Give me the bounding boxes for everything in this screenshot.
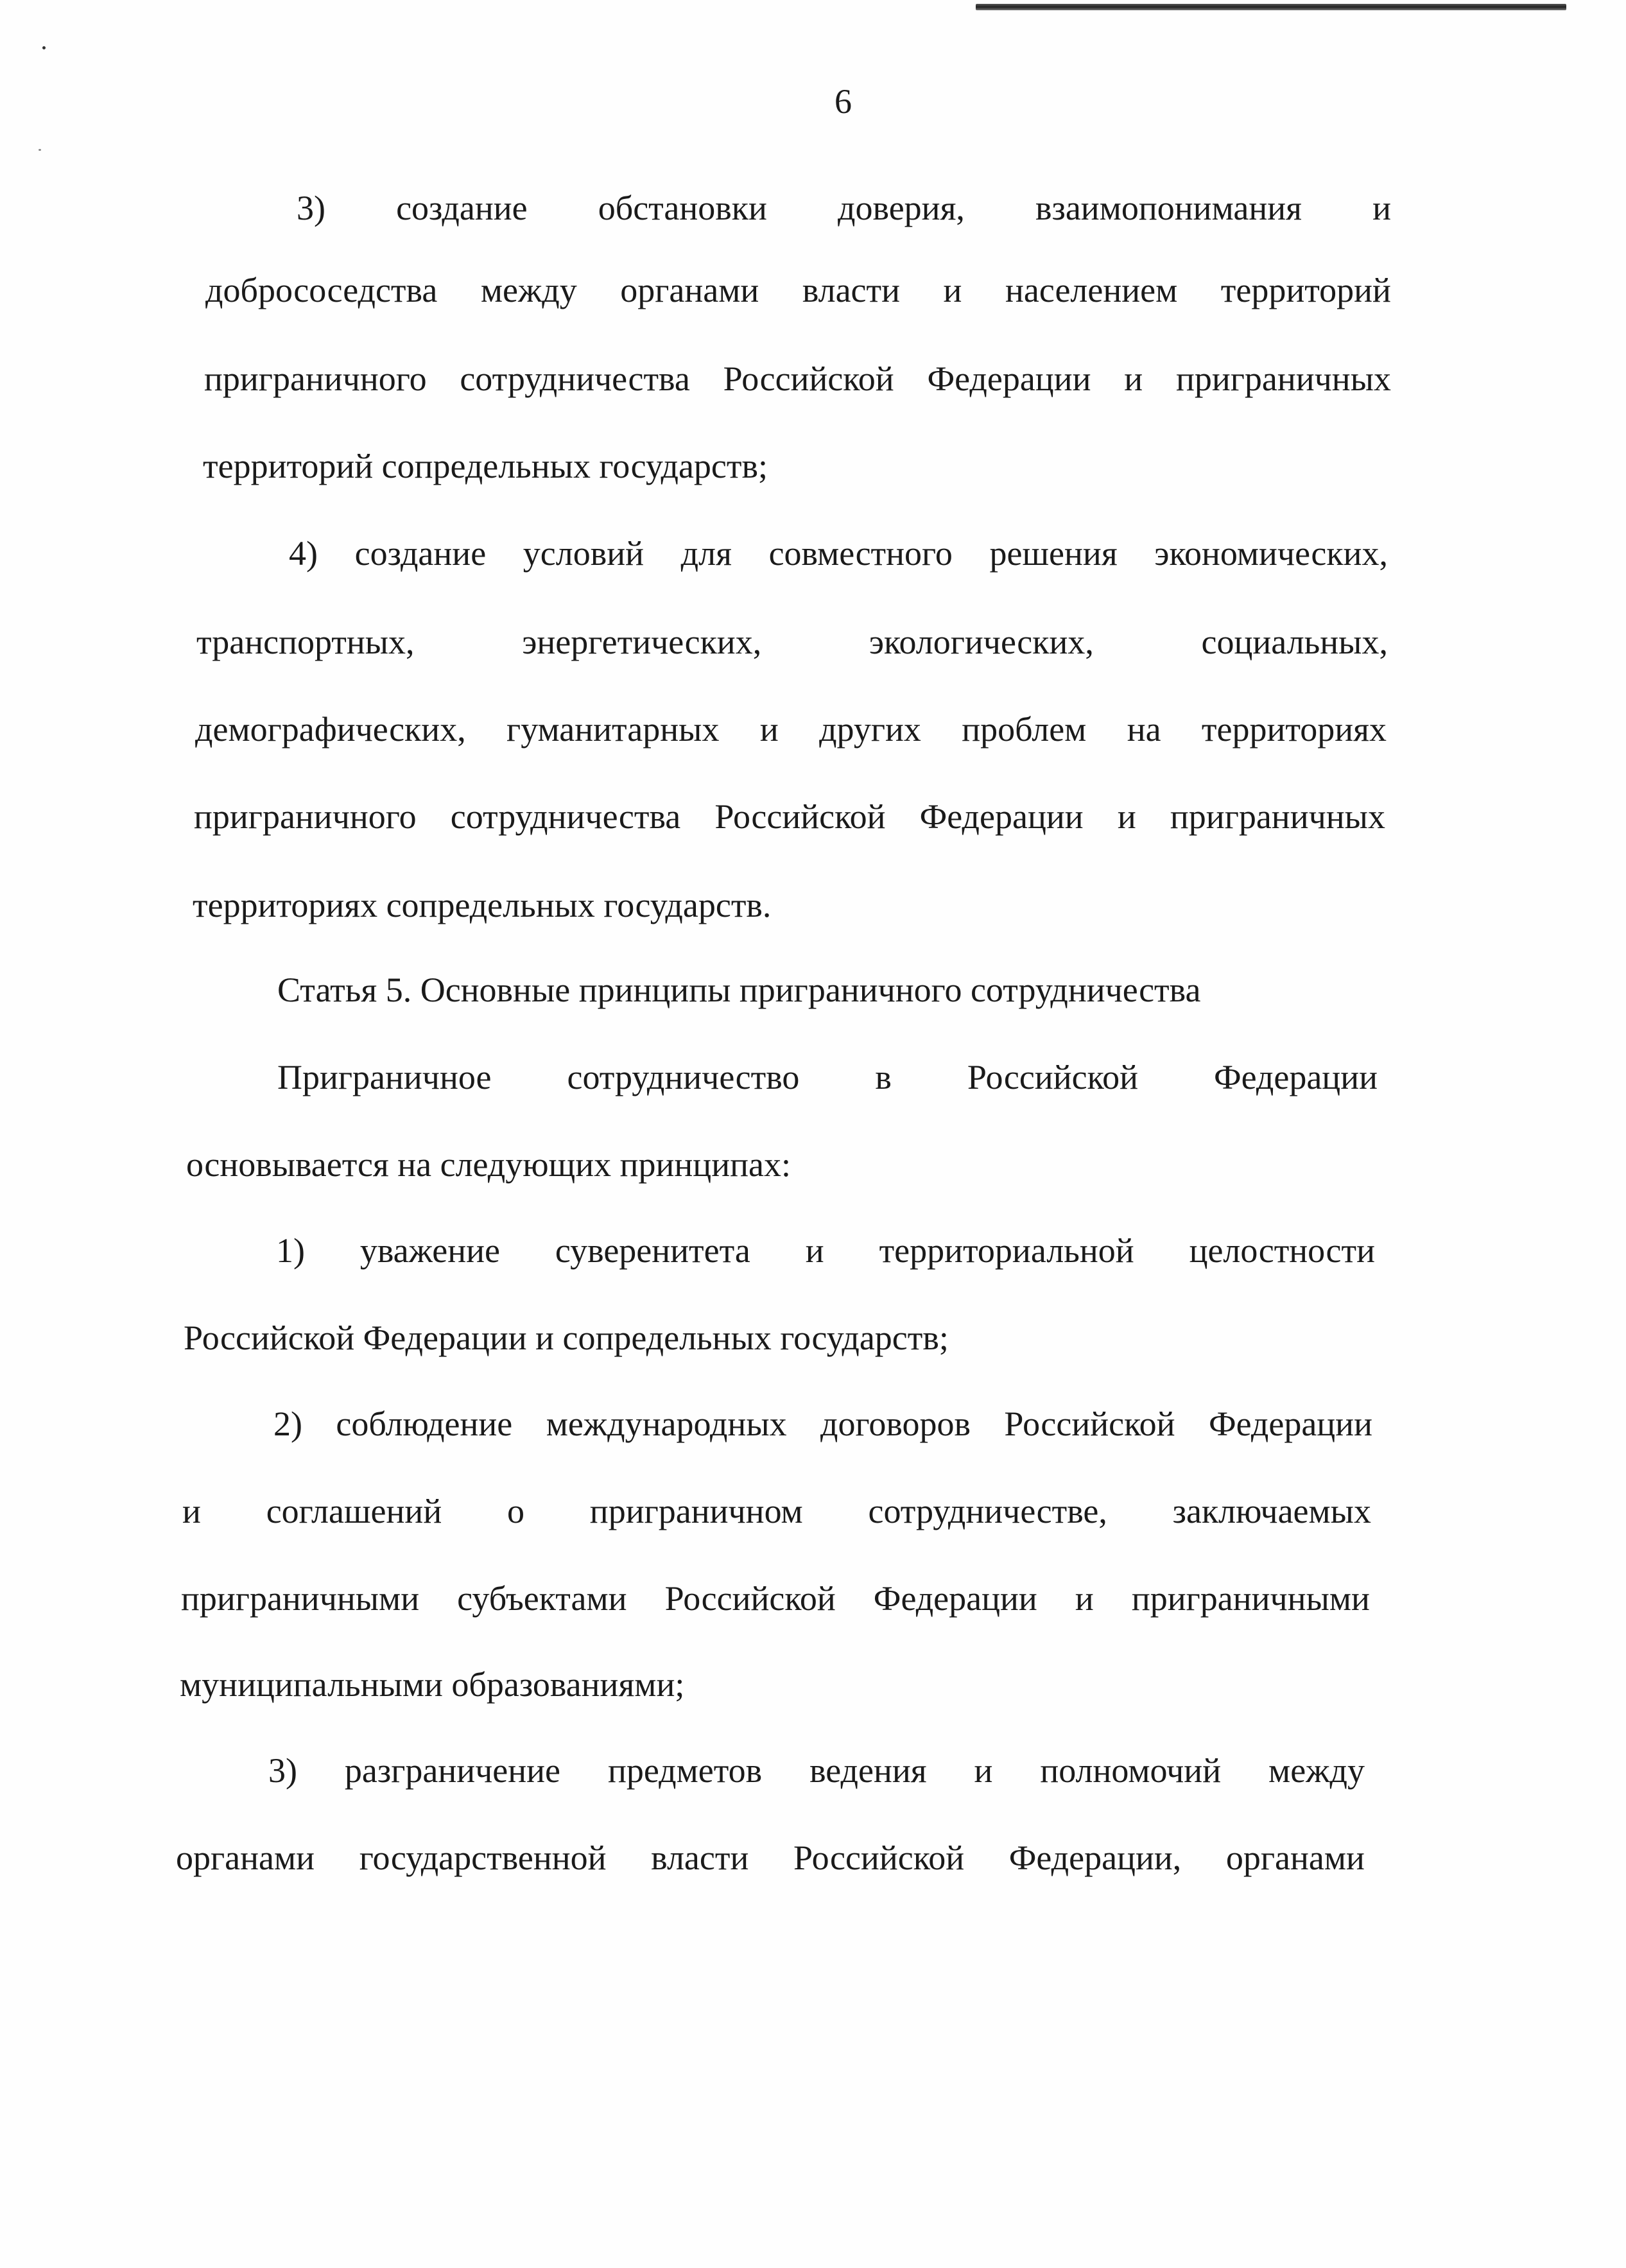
word: и [1075, 1579, 1094, 1618]
text-line [277, 1057, 1378, 1098]
word: Российской [723, 359, 894, 398]
word: территорий [1220, 271, 1391, 309]
word: 3) [297, 189, 325, 227]
word: и [759, 710, 779, 749]
word: социальных, [1201, 623, 1388, 661]
word: приграничном [589, 1492, 803, 1530]
word: приграничных [1170, 797, 1385, 836]
word: гуманитарных [506, 710, 720, 749]
page-number: 6 [835, 82, 852, 121]
word: государственной [359, 1839, 607, 1877]
word: других [819, 710, 921, 749]
word: органами [176, 1839, 315, 1877]
text-line [194, 796, 1385, 837]
word: приграничного [204, 359, 427, 398]
word: доверия, [838, 189, 965, 227]
word: и [1372, 189, 1391, 227]
article-heading: Статья 5. Основные принципы приграничного сотрудничества [277, 971, 1201, 1009]
word: создание [396, 189, 528, 227]
word: о [507, 1492, 525, 1530]
word: целостности [1189, 1231, 1375, 1270]
word: полномочий [1040, 1751, 1222, 1790]
text-line: Российской Федерации и сопредельных государств; [184, 1319, 949, 1357]
word: экологических, [869, 623, 1094, 661]
scan-artifact-dot [39, 149, 41, 151]
word: экономических, [1154, 534, 1388, 573]
text-line [289, 533, 1388, 574]
word: Федерации [1208, 1405, 1372, 1443]
text-line [196, 621, 1388, 662]
word: совместного [768, 534, 953, 573]
word: Российской [967, 1058, 1138, 1096]
word: приграничных [1175, 359, 1391, 398]
word: Федерации [927, 359, 1091, 398]
text-line [205, 270, 1391, 311]
word: международных [546, 1405, 787, 1443]
word: добрососедства [205, 271, 438, 309]
word: Российской [1004, 1405, 1175, 1443]
word: и [1124, 359, 1143, 398]
word: Федерации [919, 797, 1084, 836]
text-line [182, 1491, 1371, 1532]
word: 4) [289, 534, 318, 573]
word: органами [620, 271, 759, 309]
word: для [680, 534, 732, 573]
word: решения [989, 534, 1118, 573]
word: приграничными [181, 1579, 420, 1618]
word: транспортных, [196, 623, 415, 661]
word: и [943, 271, 962, 309]
word: суверенитета [555, 1231, 750, 1270]
word: 1) [276, 1231, 305, 1270]
word: заключаемых [1172, 1492, 1371, 1530]
word: условий [523, 534, 644, 573]
word: приграничного [194, 797, 417, 836]
word: сотрудничестве, [868, 1492, 1107, 1530]
word: и [1117, 797, 1136, 836]
word: приграничными [1131, 1579, 1370, 1618]
text-line [176, 1837, 1365, 1878]
word: Российской [714, 797, 886, 836]
word: сотрудничество [567, 1058, 800, 1096]
word: Российской [793, 1839, 965, 1877]
word: и [974, 1751, 993, 1790]
word: разграничение [344, 1751, 561, 1790]
word: ведения [809, 1751, 927, 1790]
word: уважение [359, 1231, 500, 1270]
scan-artifact-dot [42, 46, 46, 49]
text-line [297, 187, 1391, 229]
word: органами [1225, 1839, 1365, 1877]
text-line [204, 358, 1391, 399]
word: 2) [273, 1405, 302, 1443]
word: территориальной [879, 1231, 1134, 1270]
word: сотрудничества [460, 359, 690, 398]
word: населением [1005, 271, 1178, 309]
word: власти [802, 271, 901, 309]
word: Федерации [873, 1579, 1037, 1618]
word: соглашений [266, 1492, 442, 1530]
word: власти [651, 1839, 749, 1877]
word: проблем [962, 710, 1087, 749]
word: демографических, [195, 710, 466, 749]
word: договоров [820, 1405, 971, 1443]
scan-artifact-line [976, 4, 1566, 10]
text-line [268, 1750, 1365, 1791]
word: субъектами [457, 1579, 627, 1618]
word: создание [354, 534, 487, 573]
word: взаимопонимания [1035, 189, 1302, 227]
word: сотрудничества [450, 797, 681, 836]
word: 3) [268, 1751, 297, 1790]
text-line: территорий сопредельных государств; [203, 447, 768, 485]
text-line: муниципальными образованиями; [180, 1665, 685, 1704]
word: обстановки [598, 189, 767, 227]
text-line [195, 709, 1387, 750]
word: территориях [1201, 710, 1387, 749]
word: Российской [664, 1579, 836, 1618]
text-line [276, 1230, 1375, 1271]
text-line: основывается на следующих принципах: [186, 1145, 791, 1184]
word: и [182, 1492, 201, 1530]
word: в [875, 1058, 892, 1096]
word: между [1268, 1751, 1365, 1790]
word: Федерации [1213, 1058, 1378, 1096]
word: Федерации, [1008, 1839, 1182, 1877]
word: соблюдение [336, 1405, 513, 1443]
text-line [273, 1403, 1372, 1444]
text-line [181, 1578, 1370, 1619]
word: энергетических, [522, 623, 762, 661]
word: между [480, 271, 577, 309]
word: и [805, 1231, 824, 1270]
text-line: территориях сопредельных государств. [193, 886, 772, 924]
word: на [1127, 710, 1161, 749]
word: Приграничное [277, 1058, 492, 1096]
word: предметов [607, 1751, 763, 1790]
